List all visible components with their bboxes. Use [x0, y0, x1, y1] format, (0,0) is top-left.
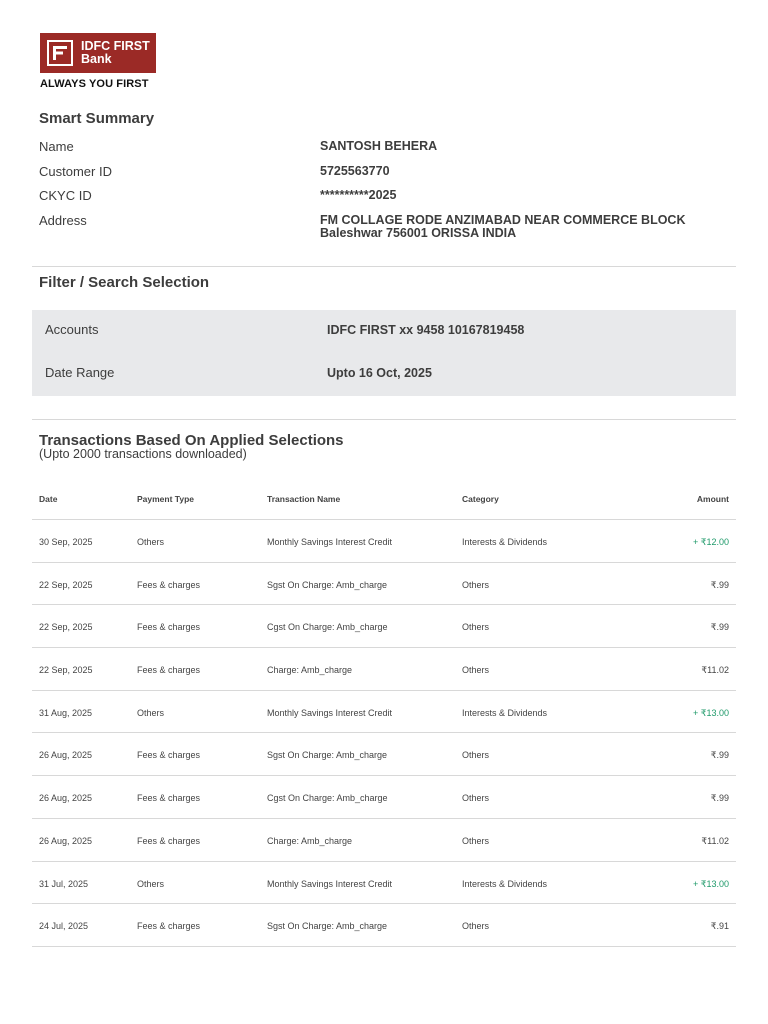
- row-transaction-name: Sgst On Charge: Amb_charge: [267, 750, 388, 761]
- row-date: 24 Jul, 2025: [39, 921, 89, 932]
- row-amount: ₹.99: [710, 793, 729, 804]
- row-category: Interests & Dividends: [462, 537, 548, 547]
- section-divider: [32, 419, 736, 420]
- row-payment-type: Fees & charges: [137, 622, 201, 633]
- row-date: 26 Aug, 2025: [39, 793, 93, 804]
- table-row: [32, 605, 736, 648]
- summary-value-address-line2: Baleshwar 756001 ORISSA INDIA: [320, 226, 517, 240]
- table-row: [32, 862, 736, 905]
- row-amount: ₹.91: [710, 921, 729, 932]
- row-payment-type: Fees & charges: [137, 921, 201, 932]
- row-transaction-name: Monthly Savings Interest Credit: [267, 878, 393, 889]
- row-payment-type: Fees & charges: [137, 665, 201, 676]
- row-amount-credit: + ₹13.00: [692, 707, 729, 718]
- row-category: Others: [462, 579, 490, 590]
- column-header-category: Category: [462, 494, 499, 504]
- row-amount: ₹11.02: [701, 665, 729, 676]
- column-header-payment-type: Payment Type: [137, 494, 195, 504]
- summary-title: Smart Summary: [39, 110, 155, 127]
- bank-logo: [40, 33, 156, 73]
- filter-value-date-range: Upto 16 Oct, 2025: [327, 366, 432, 380]
- row-transaction-name: Charge: Amb_charge: [267, 835, 353, 846]
- row-amount: ₹11.02: [701, 835, 729, 846]
- row-transaction-name: Monthly Savings Interest Credit: [267, 707, 393, 718]
- summary-value-ckyc-id: **********2025: [320, 188, 397, 202]
- summary-value-address-line1: FM COLLAGE RODE ANZIMABAD NEAR COMMERCE BLOCK: [320, 213, 686, 227]
- bank-name: [81, 40, 150, 66]
- transactions-title: Transactions Based On Applied Selections: [39, 432, 344, 449]
- summary-label-ckyc-id: CKYC ID: [39, 188, 92, 203]
- summary-label-customer-id: Customer ID: [39, 164, 112, 179]
- row-transaction-name: Sgst On Charge: Amb_charge: [267, 921, 388, 932]
- row-category: Others: [462, 665, 490, 676]
- table-row: [32, 733, 736, 776]
- row-amount-credit: + ₹12.00: [692, 537, 729, 547]
- row-transaction-name: Monthly Savings Interest Credit: [267, 537, 393, 547]
- row-payment-type: Fees & charges: [137, 579, 201, 590]
- column-header-amount: Amount: [696, 494, 729, 504]
- row-date: 26 Aug, 2025: [39, 750, 93, 761]
- row-amount: ₹.99: [710, 750, 729, 761]
- row-transaction-name: Cgst On Charge: Amb_charge: [267, 622, 388, 633]
- row-category: Others: [462, 793, 490, 804]
- row-transaction-name: Charge: Amb_charge: [267, 665, 353, 676]
- row-category: Interests & Dividends: [462, 878, 548, 889]
- summary-value-customer-id: 5725563770: [320, 164, 390, 178]
- section-divider: [32, 266, 736, 267]
- row-category: Others: [462, 750, 490, 761]
- table-row: [32, 691, 736, 734]
- summary-value-name: SANTOSH BEHERA: [320, 139, 438, 153]
- column-header-date: Date: [39, 494, 58, 504]
- column-header-transaction-name: Transaction Name: [267, 494, 341, 504]
- table-header: [32, 478, 736, 520]
- summary-label-name: Name: [39, 139, 74, 154]
- row-amount: ₹.99: [710, 579, 729, 590]
- row-payment-type: Fees & charges: [137, 835, 201, 846]
- filter-value-accounts: IDFC FIRST xx 9458 10167819458: [327, 323, 525, 337]
- filter-panel: [32, 310, 736, 396]
- row-amount: ₹.99: [710, 622, 729, 633]
- table-row: [32, 563, 736, 606]
- table-row: [32, 819, 736, 862]
- row-payment-type: Others: [137, 707, 165, 718]
- row-category: Others: [462, 622, 490, 633]
- row-date: 31 Jul, 2025: [39, 878, 89, 889]
- row-transaction-name: Cgst On Charge: Amb_charge: [267, 793, 388, 804]
- filter-title: Filter / Search Selection: [39, 274, 210, 291]
- row-category: Interests & Dividends: [462, 707, 548, 718]
- row-date: 31 Aug, 2025: [39, 707, 93, 718]
- filter-label-accounts: Accounts: [45, 322, 99, 337]
- row-payment-type: Fees & charges: [137, 750, 201, 761]
- summary-label-address: Address: [39, 213, 87, 228]
- row-amount-credit: + ₹13.00: [692, 878, 729, 889]
- transactions-table: [32, 478, 736, 947]
- idfc-logo-icon: [47, 40, 73, 66]
- bank-name-line2: Bank: [81, 52, 112, 66]
- row-date: 22 Sep, 2025: [39, 622, 93, 633]
- table-row: [32, 904, 736, 947]
- row-category: Others: [462, 835, 490, 846]
- table-row: [32, 648, 736, 691]
- bank-tagline: ALWAYS YOU FIRST: [40, 78, 149, 90]
- row-payment-type: Others: [137, 878, 165, 889]
- table-row: [32, 520, 736, 563]
- table-row: [32, 776, 736, 819]
- row-date: 26 Aug, 2025: [39, 835, 93, 846]
- transactions-subtitle: (Upto 2000 transactions downloaded): [39, 447, 247, 461]
- row-transaction-name: Sgst On Charge: Amb_charge: [267, 579, 388, 590]
- row-date: 22 Sep, 2025: [39, 579, 93, 590]
- row-payment-type: Fees & charges: [137, 793, 201, 804]
- row-date: 22 Sep, 2025: [39, 665, 93, 676]
- row-date: 30 Sep, 2025: [39, 537, 93, 547]
- filter-label-date-range: Date Range: [45, 365, 115, 380]
- row-payment-type: Others: [137, 537, 165, 547]
- bank-name-line1: IDFC FIRST: [81, 39, 150, 53]
- row-category: Others: [462, 921, 490, 932]
